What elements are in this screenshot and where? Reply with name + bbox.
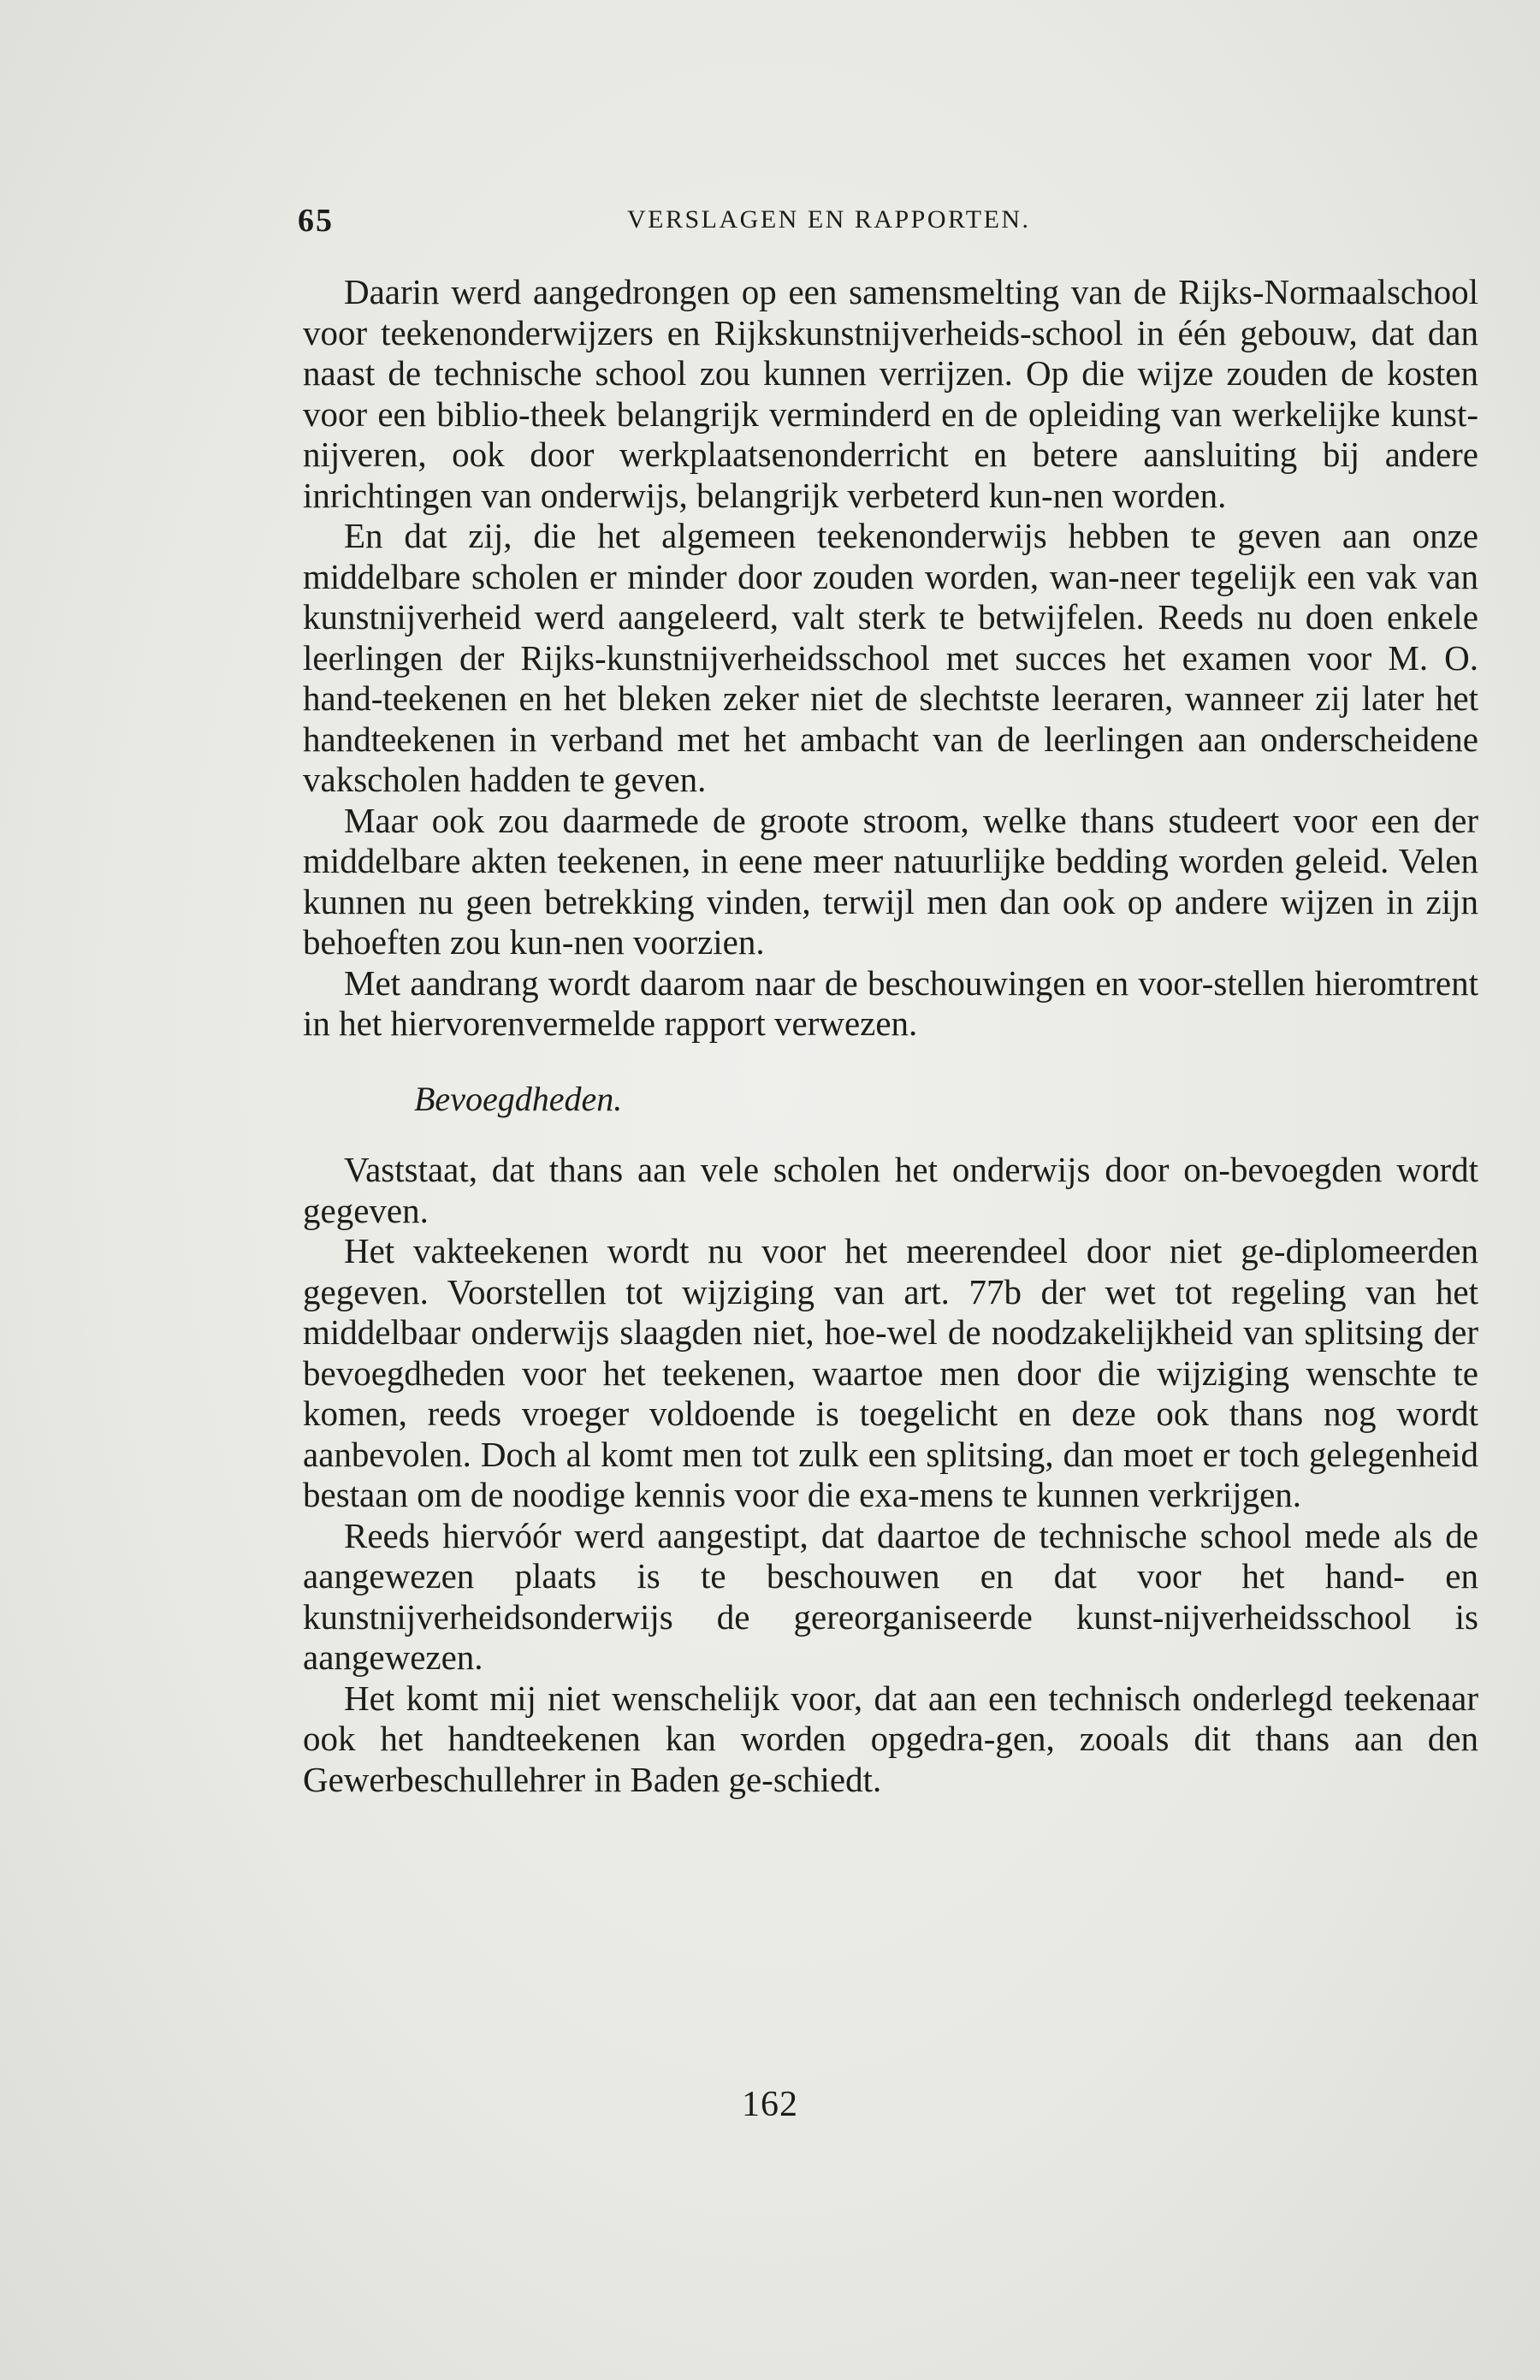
paragraph: Het komt mij niet wenschelijk voor, dat aan een technisch onderlegd teekenaar ook het handteekenen kan worden opgedra-gen, zooals dit thans aan den Gewerbeschullehrer in Baden ge-schiedt. <box>303 1678 1478 1799</box>
running-head <box>298 202 1478 245</box>
running-head-title: VERSLAGEN EN RAPPORTEN. <box>627 205 1031 234</box>
page-number: 162 <box>742 2085 798 2124</box>
folio: 65 <box>298 203 334 239</box>
section-heading: Bevoegdheden. <box>414 1079 623 1118</box>
paragraph: En dat zij, die het algemeen teekenonderwijs hebben te geven aan onze middelbare scholen er minder door zouden worden, wan-neer tegelijk een vak van kunstnijverheid werd aangeleerd, valt sterk te betwijfelen. Reeds nu doen enkele leerlingen der Rijks-kunstnijverheidsschool met succes het examen voor M. O. hand-teekenen en het bleken zeker niet de slechtste leeraren, wanneer zij later het handteekenen in verband met het ambacht van de leerlingen aan onderscheidene vakscholen hadden te geven. <box>303 516 1478 799</box>
paragraph: Vaststaat, dat thans aan vele scholen het onderwijs door on-bevoegden wordt gegeven. <box>303 1150 1478 1230</box>
paragraph: Met aandrang wordt daarom naar de beschouwingen en voor-stellen hieromtrent in het hiervorenvermelde rapport verwezen. <box>303 962 1478 1043</box>
paragraph: Maar ook zou daarmede de groote stroom, welke thans studeert voor een der middelbare akten teekenen, in eene meer natuurlijke bedding worden geleid. Velen kunnen nu geen betrekking vinden, terwijl men dan ook op andere wijzen in zijn behoeften zou kun-nen voorzien. <box>303 800 1478 962</box>
paragraph: Reeds hiervóór werd aangestipt, dat daartoe de technische school mede als de aangewezen plaats is te beschouwen en dat voor het hand- en kunstnijverheidsonderwijs de gereorganiseerde kunst-nijverheidsschool is aangewezen. <box>303 1515 1478 1677</box>
paragraph: Daarin werd aangedrongen op een samensmelting van de Rijks-Normaalschool voor teekenonderwijzers en Rijkskunstnijverheids-school in één gebouw, dat dan naast de technische school zou kunnen verrijzen. Op die wijze zouden de kosten voor een biblio-theek belangrijk verminderd en de opleiding van werkelijke kunst-nijveren, ook door werkplaatsenonderricht en betere aansluiting bij andere inrichtingen van onderwijs, belangrijk verbeterd kun-nen worden. <box>303 272 1478 515</box>
body-text <box>303 272 1478 1800</box>
paragraph: Het vakteekenen wordt nu voor het meerendeel door niet ge-diplomeerden gegeven. Voorstellen tot wijziging van art. 77b der wet tot regeling van het middelbaar onderwijs slaagden niet, hoe-wel de noodzakelijkheid van splitsing der bevoegdheden voor het teekenen, waartoe men door die wijziging wenschte te komen, reeds vroeger voldoende is toegelicht en deze ook thans nog wordt aanbevolen. Doch al komt men tot zulk een splitsing, dan moet er toch gelegenheid bestaan om de noodige kennis voor die exa-mens te kunnen verkrijgen. <box>303 1231 1478 1514</box>
